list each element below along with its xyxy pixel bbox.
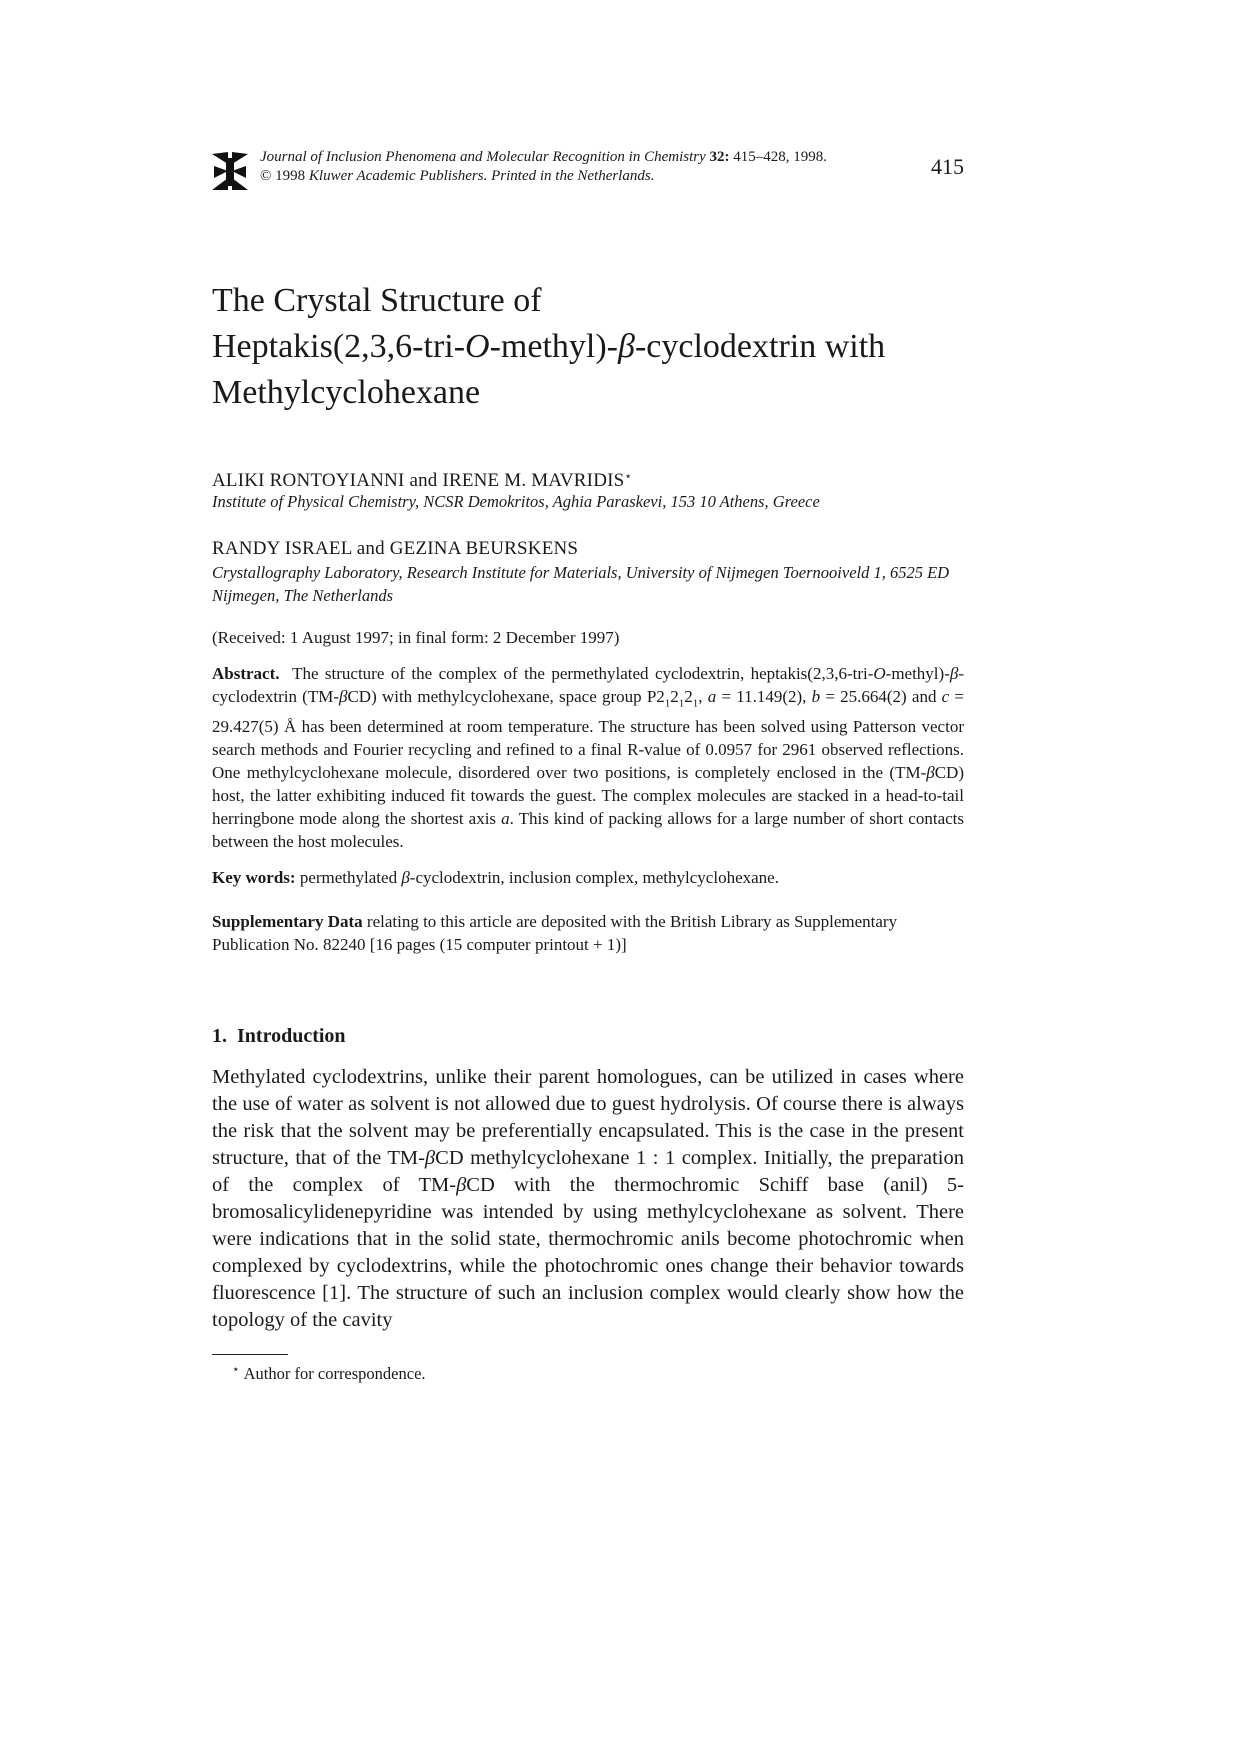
title-beta: β [618, 328, 635, 365]
title-part: -cyclodextrin with [634, 328, 886, 365]
abstract-beta: β [949, 664, 959, 683]
supplementary-label: Supplementary Data [212, 912, 363, 931]
copyright-line [260, 167, 827, 186]
abstract-italic: O [873, 664, 886, 683]
subscript: 1 [664, 697, 671, 710]
correspondence-mark: ⋆ [624, 469, 633, 483]
journal-header [212, 148, 964, 192]
abstract-text: = 11.149(2), [716, 687, 812, 706]
footnote-text: Author for correspondence. [243, 1364, 426, 1383]
keywords-text: permethylated [295, 868, 402, 887]
affiliation-1: Institute of Physical Chemistry, NCSR Demokritos, Aghia Paraskevi, 153 10 Athens, Greece [212, 492, 820, 511]
article-title [212, 278, 972, 416]
abstract-italic: c [941, 687, 950, 706]
received-dates: (Received: 1 August 1997; in final form: 2 December 1997) [212, 628, 620, 647]
journal-pages: 415–428, 1998. [733, 149, 828, 165]
intro-text: CD with the thermochromic Schiff base (anil) 5-bromosalicylidenepyridine was intended by using methylcyclohexane as solvent. There were indications that in the solid state, thermochromic anils become photochromic when complexed by cyclodextrins, while the photochromic ones change their behavior towards fluorescence [1]. The structure of such an inclusion complex would clearly show how the topology of the cavity [212, 1174, 965, 1331]
printed-in: Printed in the Netherlands. [491, 168, 655, 184]
abstract-text: CD) host, the latter exhibiting induced fit towards the guest. The complex molecules are stacked in a head-to-tail herringbone mode along the shortest axis [212, 763, 964, 829]
affiliation-2: Crystallography Laboratory, Research Institute for Materials, University of Nijmegen Toernooiveld 1, 6525 ED Nijmegen, The Netherlands [212, 563, 950, 605]
abstract-text: = 25.664(2) and [820, 687, 942, 706]
author-names: RANDY ISRAEL and GEZINA BEURSKENS [212, 538, 579, 559]
supplementary-text: relating to this article are deposited with the British Library as Supplementary Publication No. 82240 [16 pages (15 computer printout + 1)] [212, 912, 898, 954]
abstract [212, 662, 964, 853]
footnote-mark: ⋆ [232, 1362, 240, 1376]
title-line-3: Methylcyclohexane [212, 374, 481, 411]
subscript: 1 [692, 697, 699, 710]
section-title: Introduction [237, 1025, 346, 1047]
abstract-text: , [698, 687, 708, 706]
keywords-label: Key words: [212, 868, 296, 887]
publisher-name: Kluwer Academic Publishers. [308, 168, 488, 184]
footnote-rule [212, 1354, 288, 1355]
keywords [212, 866, 964, 889]
abstract-text: CD) with methylcyclohexane, space group P2 [347, 687, 665, 706]
abstract-label: Abstract. [212, 664, 280, 683]
journal-info [260, 148, 827, 186]
title-part: Heptakis(2,3,6-tri- [212, 328, 466, 365]
section-number: 1. [212, 1025, 227, 1047]
author-group-1 [212, 465, 964, 492]
subscript: 1 [678, 697, 685, 710]
abstract-text: 2 [670, 687, 679, 706]
abstract-text: 2 [684, 687, 693, 706]
title-line-1: The Crystal Structure of [212, 282, 542, 319]
title-part: -methyl)- [489, 328, 619, 365]
abstract-italic: a [501, 809, 510, 829]
author-names: ALIKI RONTOYIANNI and IRENE M. MAVRIDIS [212, 470, 625, 491]
abstract-italic: b [811, 687, 821, 706]
introduction-paragraph [212, 1064, 964, 1334]
footnote [232, 1362, 426, 1384]
journal-name: Journal of Inclusion Phenomena and Molecular Recognition in Chemistry [260, 149, 706, 165]
abstract-text: . This kind of packing allows for a large number of short contacts between the host molecules. [212, 809, 965, 852]
intro-text: Methylated cyclodextrins, unlike their parent homologues, can be utilized in cases where the use of water as solvent is not allowed due to guest hydrolysis. Of course there is always the risk that the solvent may be preferentially encapsulated. This is the case in the present structure, that of the TM- [212, 1066, 964, 1169]
author-group-2 [212, 538, 964, 560]
section-heading [212, 1025, 346, 1048]
copyright-year: © 1998 [260, 168, 306, 184]
abstract-beta: β [926, 763, 935, 783]
publisher-logo-icon [212, 150, 248, 192]
intro-beta: β [456, 1174, 467, 1196]
keywords-beta: β [401, 868, 410, 887]
abstract-text: -methyl)- [885, 664, 950, 683]
abstract-text: = 29.427(5) Å has been determined at room temperature. The structure has been solved using Patterson vector search methods and Fourier recycling and refined to a final R-value of 0.0957 for 2961 observed reflections. One methylcyclohexane molecule, disordered over two positions, is completely enclosed in the (TM- [212, 687, 964, 783]
journal-volume: 32: [709, 149, 730, 165]
supplementary-data [212, 910, 964, 956]
abstract-text: -cyclodextrin (TM- [212, 664, 964, 706]
title-italic-o: O [465, 328, 490, 365]
page-number: 415 [931, 154, 964, 179]
keywords-text: -cyclodextrin, inclusion complex, methylcyclohexane. [409, 868, 779, 887]
journal-citation-line [260, 148, 827, 167]
abstract-text: The structure of the complex of the permethylated cyclodextrin, heptakis(2,3,6-tri- [292, 664, 874, 683]
abstract-italic: a [707, 687, 717, 706]
abstract-beta: β [339, 687, 348, 706]
intro-beta: β [424, 1147, 436, 1169]
intro-text: CD methylcyclohexane 1 : 1 complex. Initially, the preparation of the complex of TM- [212, 1147, 964, 1196]
